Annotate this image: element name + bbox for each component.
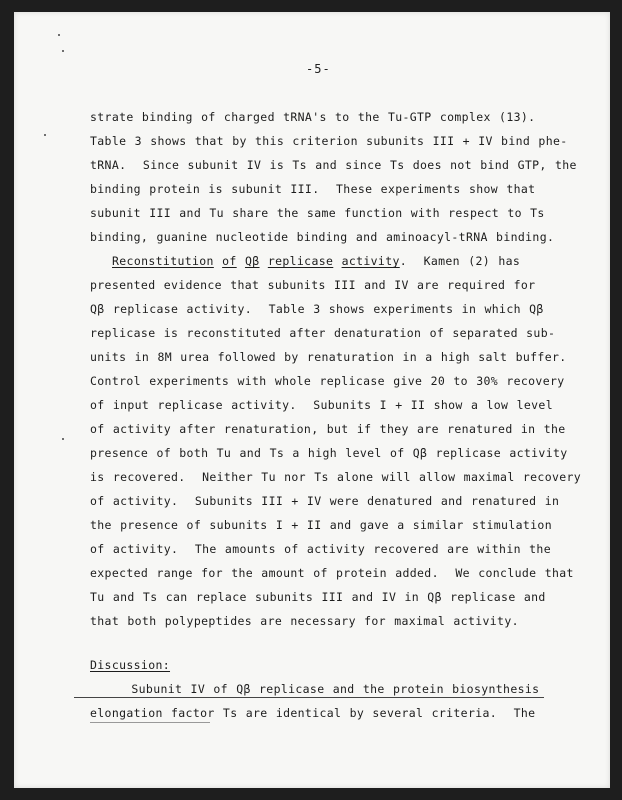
- text-line: Tu and Ts can replace subunits III and IV in Qβ replicase and: [90, 590, 546, 604]
- text-line: units in 8M urea followed by renaturation in a high salt buffer.: [90, 350, 567, 364]
- text-line: of activity after renaturation, but if they are renatured in the: [90, 422, 566, 436]
- text-line: replicase is reconstituted after denaturation of separated sub-: [90, 326, 556, 340]
- heading-word: replicase: [267, 254, 334, 268]
- heading-word: Reconstitution: [112, 254, 214, 268]
- text-line: of activity. The amounts of activity recovered are within the: [90, 542, 551, 556]
- divider-line: [74, 697, 544, 698]
- heading-word: Qβ: [244, 254, 260, 268]
- scan-speck: [62, 438, 64, 440]
- text-line: binding, guanine nucleotide binding and aminoacyl-tRNA binding.: [90, 230, 555, 244]
- text-line: Control experiments with whole replicase give 20 to 30% recovery: [90, 374, 565, 388]
- scan-speck: [44, 134, 46, 136]
- text-line: subunit III and Tu share the same function with respect to Ts: [90, 206, 545, 220]
- text-line: expected range for the amount of protein added. We conclude that: [90, 566, 574, 580]
- text-line: presented evidence that subunits III and IV are required for: [90, 278, 536, 292]
- heading-word: activity: [341, 254, 400, 268]
- text-line: presence of both Tu and Ts a high level of Qβ replicase activity: [90, 446, 568, 460]
- text-line: Table 3 shows that by this criterion subunits III + IV bind phe-: [90, 134, 568, 148]
- text-line: Subunit IV of Qβ replicase and the protein biosynthesis: [90, 682, 540, 696]
- text-line: that both polypeptides are necessary for maximal activity.: [90, 614, 519, 628]
- text-line: Qβ replicase activity. Table 3 shows experiments in which Qβ: [90, 302, 544, 316]
- page-number: -5-: [306, 62, 331, 76]
- text-line: tRNA. Since subunit IV is Ts and since Ts does not bind GTP, the: [90, 158, 577, 172]
- text-line: binding protein is subunit III. These experiments show that: [90, 182, 536, 196]
- heading-word: of: [222, 254, 237, 268]
- scan-speck: [62, 50, 64, 52]
- faint-rule: [90, 722, 210, 723]
- text-line: of input replicase activity. Subunits I + II show a low level: [90, 398, 553, 412]
- text-line: elongation factor Ts are identical by several criteria. The: [90, 706, 536, 720]
- text-line: the presence of subunits I + II and gave a similar stimulation: [90, 518, 552, 532]
- text-line: is recovered. Neither Tu nor Ts alone will allow maximal recovery: [90, 470, 582, 484]
- document-page: [14, 12, 610, 788]
- text-line: strate binding of charged tRNA's to the Tu-GTP complex (13).: [90, 110, 536, 124]
- section-heading-reconstitution: [112, 254, 520, 268]
- discussion-heading: Discussion:: [90, 658, 171, 672]
- heading-rest: . Kamen (2) has: [399, 254, 521, 268]
- scan-speck: [58, 34, 60, 36]
- text-line: of activity. Subunits III + IV were denatured and renatured in: [90, 494, 560, 508]
